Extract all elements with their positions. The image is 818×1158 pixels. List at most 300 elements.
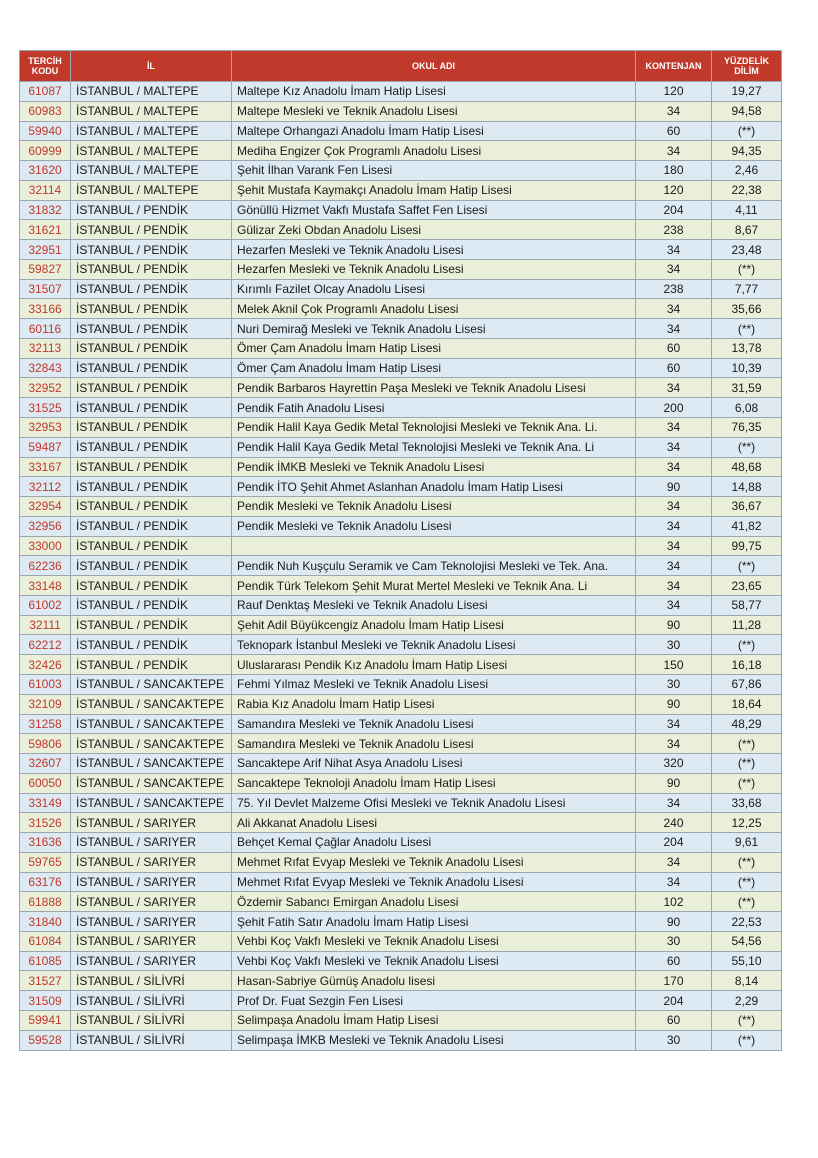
tercih-kodu-cell: 32953 (20, 418, 71, 438)
il-cell: İSTANBUL / PENDİK (71, 556, 232, 576)
il-cell: İSTANBUL / PENDİK (71, 338, 232, 358)
okul-adi-cell: Pendik Halil Kaya Gedik Metal Teknolojisi Mesleki ve Teknik Ana. Li. (232, 418, 636, 438)
tercih-kodu-cell: 32956 (20, 516, 71, 536)
tercih-kodu-cell: 59940 (20, 121, 71, 141)
il-cell: İSTANBUL / SİLİVRİ (71, 1030, 232, 1050)
tercih-kodu-cell: 32843 (20, 358, 71, 378)
okul-adi-cell: Rabia Kız Anadolu İmam Hatip Lisesi (232, 694, 636, 714)
kontenjan-cell: 238 (636, 220, 712, 240)
kontenjan-cell: 34 (636, 734, 712, 754)
kontenjan-cell: 102 (636, 892, 712, 912)
header-tercih-kodu (20, 51, 71, 82)
yuzdelik-cell: 18,64 (712, 694, 782, 714)
okul-adi-cell: Ömer Çam Anadolu İmam Hatip Lisesi (232, 338, 636, 358)
tercih-kodu-cell: 59806 (20, 734, 71, 754)
yuzdelik-cell: 12,25 (712, 813, 782, 833)
tercih-kodu-cell: 32951 (20, 240, 71, 260)
yuzdelik-cell: 11,28 (712, 615, 782, 635)
table-row (20, 852, 782, 872)
table-row (20, 82, 782, 102)
il-cell: İSTANBUL / PENDİK (71, 279, 232, 299)
kontenjan-cell: 34 (636, 457, 712, 477)
tercih-kodu-cell: 59487 (20, 437, 71, 457)
yuzdelik-cell: (**) (712, 556, 782, 576)
header-okul-adi: OKUL ADI (232, 51, 636, 82)
il-cell: İSTANBUL / SİLİVRİ (71, 971, 232, 991)
kontenjan-cell: 240 (636, 813, 712, 833)
tercih-kodu-cell: 33149 (20, 793, 71, 813)
yuzdelik-cell: 48,29 (712, 714, 782, 734)
il-cell: İSTANBUL / PENDİK (71, 457, 232, 477)
il-cell: İSTANBUL / PENDİK (71, 259, 232, 279)
table-row (20, 615, 782, 635)
yuzdelik-cell: 31,59 (712, 378, 782, 398)
yuzdelik-cell: 14,88 (712, 477, 782, 497)
kontenjan-cell: 238 (636, 279, 712, 299)
table-row (20, 161, 782, 181)
yuzdelik-cell: 58,77 (712, 595, 782, 615)
tercih-kodu-cell: 31258 (20, 714, 71, 734)
okul-adi-cell: Uluslararası Pendik Kız Anadolu İmam Hatip Lisesi (232, 655, 636, 675)
okul-adi-cell: Özdemir Sabancı Emirgan Anadolu Lisesi (232, 892, 636, 912)
table-row (20, 497, 782, 517)
il-cell: İSTANBUL / PENDİK (71, 477, 232, 497)
il-cell: İSTANBUL / PENDİK (71, 635, 232, 655)
okul-adi-cell: Melek Aknil Çok Programlı Anadolu Lisesi (232, 299, 636, 319)
tercih-kodu-cell: 62212 (20, 635, 71, 655)
table-row (20, 773, 782, 793)
table-header (20, 51, 782, 82)
table-row (20, 674, 782, 694)
il-cell: İSTANBUL / PENDİK (71, 595, 232, 615)
table-row (20, 971, 782, 991)
table-row (20, 319, 782, 339)
tercih-kodu-cell: 32113 (20, 338, 71, 358)
kontenjan-cell: 200 (636, 398, 712, 418)
yuzdelik-cell: 41,82 (712, 516, 782, 536)
yuzdelik-cell: 23,65 (712, 576, 782, 596)
tercih-kodu-cell: 60999 (20, 141, 71, 161)
tercih-kodu-cell: 33148 (20, 576, 71, 596)
yuzdelik-cell: (**) (712, 635, 782, 655)
yuzdelik-cell: 23,48 (712, 240, 782, 260)
kontenjan-cell: 204 (636, 200, 712, 220)
tercih-kodu-cell: 61084 (20, 931, 71, 951)
okul-adi-cell: Behçet Kemal Çağlar Anadolu Lisesi (232, 833, 636, 853)
il-cell: İSTANBUL / SİLİVRİ (71, 991, 232, 1011)
il-cell: İSTANBUL / PENDİK (71, 418, 232, 438)
okul-adi-cell: Pendik Nuh Kuşçulu Seramik ve Cam Teknolojisi Mesleki ve Tek. Ana. (232, 556, 636, 576)
header-code-line1: TERCİH (28, 56, 62, 66)
il-cell: İSTANBUL / SİLİVRİ (71, 1010, 232, 1030)
kontenjan-cell: 90 (636, 694, 712, 714)
okul-adi-cell: Kırımlı Fazilet Olcay Anadolu Lisesi (232, 279, 636, 299)
il-cell: İSTANBUL / SARIYER (71, 872, 232, 892)
kontenjan-cell: 170 (636, 971, 712, 991)
table-row (20, 793, 782, 813)
table-row (20, 951, 782, 971)
tercih-kodu-cell: 61003 (20, 674, 71, 694)
il-cell: İSTANBUL / PENDİK (71, 398, 232, 418)
tercih-kodu-cell: 31832 (20, 200, 71, 220)
kontenjan-cell: 34 (636, 418, 712, 438)
kontenjan-cell: 320 (636, 754, 712, 774)
kontenjan-cell: 34 (636, 576, 712, 596)
kontenjan-cell: 34 (636, 872, 712, 892)
yuzdelik-cell: 94,58 (712, 101, 782, 121)
il-cell: İSTANBUL / PENDİK (71, 615, 232, 635)
tercih-kodu-cell: 31525 (20, 398, 71, 418)
il-cell: İSTANBUL / SARIYER (71, 852, 232, 872)
kontenjan-cell: 30 (636, 931, 712, 951)
kontenjan-cell: 34 (636, 516, 712, 536)
yuzdelik-cell: 13,78 (712, 338, 782, 358)
kontenjan-cell: 90 (636, 615, 712, 635)
tercih-kodu-cell: 62236 (20, 556, 71, 576)
tercih-kodu-cell: 32607 (20, 754, 71, 774)
header-kontenjan: KONTENJAN (636, 51, 712, 82)
tercih-kodu-cell: 33167 (20, 457, 71, 477)
okul-adi-cell: Teknopark İstanbul Mesleki ve Teknik Anadolu Lisesi (232, 635, 636, 655)
table-row (20, 378, 782, 398)
il-cell: İSTANBUL / PENDİK (71, 497, 232, 517)
table-row (20, 259, 782, 279)
okul-adi-cell: Hezarfen Mesleki ve Teknik Anadolu Lisesi (232, 259, 636, 279)
kontenjan-cell: 60 (636, 121, 712, 141)
kontenjan-cell: 30 (636, 1030, 712, 1050)
okul-adi-cell: Mediha Engizer Çok Programlı Anadolu Lisesi (232, 141, 636, 161)
yuzdelik-cell: 94,35 (712, 141, 782, 161)
il-cell: İSTANBUL / SARIYER (71, 931, 232, 951)
yuzdelik-cell: 7,77 (712, 279, 782, 299)
tercih-kodu-cell: 59941 (20, 1010, 71, 1030)
tercih-kodu-cell: 33000 (20, 536, 71, 556)
yuzdelik-cell: (**) (712, 319, 782, 339)
kontenjan-cell: 90 (636, 912, 712, 932)
table-row (20, 714, 782, 734)
okul-adi-cell: Gülizar Zeki Obdan Anadolu Lisesi (232, 220, 636, 240)
yuzdelik-cell: 16,18 (712, 655, 782, 675)
table-row (20, 912, 782, 932)
okul-adi-cell: Vehbi Koç Vakfı Mesleki ve Teknik Anadolu Lisesi (232, 951, 636, 971)
tercih-kodu-cell: 31840 (20, 912, 71, 932)
tercih-kodu-cell: 32111 (20, 615, 71, 635)
school-table (19, 50, 782, 1051)
yuzdelik-cell: 2,46 (712, 161, 782, 181)
okul-adi-cell: Mehmet Rıfat Evyap Mesleki ve Teknik Anadolu Lisesi (232, 872, 636, 892)
tercih-kodu-cell: 32112 (20, 477, 71, 497)
yuzdelik-cell: 54,56 (712, 931, 782, 951)
il-cell: İSTANBUL / PENDİK (71, 378, 232, 398)
yuzdelik-cell: (**) (712, 1010, 782, 1030)
table-row (20, 655, 782, 675)
okul-adi-cell: Selimpaşa Anadolu İmam Hatip Lisesi (232, 1010, 636, 1030)
tercih-kodu-cell: 61085 (20, 951, 71, 971)
tercih-kodu-cell: 32954 (20, 497, 71, 517)
okul-adi-cell: Şehit Fatih Satır Anadolu İmam Hatip Lisesi (232, 912, 636, 932)
tercih-kodu-cell: 60983 (20, 101, 71, 121)
yuzdelik-cell: 4,11 (712, 200, 782, 220)
yuzdelik-cell: (**) (712, 734, 782, 754)
table-row (20, 398, 782, 418)
yuzdelik-cell: 6,08 (712, 398, 782, 418)
kontenjan-cell: 34 (636, 141, 712, 161)
okul-adi-cell: Selimpaşa İMKB Mesleki ve Teknik Anadolu Lisesi (232, 1030, 636, 1050)
il-cell: İSTANBUL / SANCAKTEPE (71, 674, 232, 694)
kontenjan-cell: 34 (636, 259, 712, 279)
il-cell: İSTANBUL / SANCAKTEPE (71, 734, 232, 754)
tercih-kodu-cell: 61087 (20, 82, 71, 102)
kontenjan-cell: 34 (636, 852, 712, 872)
il-cell: İSTANBUL / MALTEPE (71, 141, 232, 161)
yuzdelik-cell: (**) (712, 259, 782, 279)
kontenjan-cell: 34 (636, 536, 712, 556)
yuzdelik-cell: 33,68 (712, 793, 782, 813)
tercih-kodu-cell: 31526 (20, 813, 71, 833)
kontenjan-cell: 34 (636, 793, 712, 813)
table-row (20, 1010, 782, 1030)
kontenjan-cell: 34 (636, 497, 712, 517)
table-row (20, 101, 782, 121)
il-cell: İSTANBUL / SANCAKTEPE (71, 793, 232, 813)
table-row (20, 220, 782, 240)
il-cell: İSTANBUL / MALTEPE (71, 121, 232, 141)
okul-adi-cell: 75. Yıl Devlet Malzeme Ofisi Mesleki ve Teknik Anadolu Lisesi (232, 793, 636, 813)
yuzdelik-cell: 67,86 (712, 674, 782, 694)
yuzdelik-cell: (**) (712, 892, 782, 912)
yuzdelik-cell: (**) (712, 437, 782, 457)
okul-adi-cell: Hasan-Sabriye Gümüş Anadolu lisesi (232, 971, 636, 991)
kontenjan-cell: 34 (636, 299, 712, 319)
il-cell: İSTANBUL / SARIYER (71, 892, 232, 912)
table-row (20, 299, 782, 319)
tercih-kodu-cell: 60050 (20, 773, 71, 793)
kontenjan-cell: 30 (636, 635, 712, 655)
yuzdelik-cell: 19,27 (712, 82, 782, 102)
tercih-kodu-cell: 31636 (20, 833, 71, 853)
okul-adi-cell: Maltepe Kız Anadolu İmam Hatip Lisesi (232, 82, 636, 102)
okul-adi-cell: Ali Akkanat Anadolu Lisesi (232, 813, 636, 833)
table-row (20, 931, 782, 951)
il-cell: İSTANBUL / SARIYER (71, 912, 232, 932)
okul-adi-cell: Sancaktepe Teknoloji Anadolu İmam Hatip Lisesi (232, 773, 636, 793)
yuzdelik-cell: 10,39 (712, 358, 782, 378)
il-cell: İSTANBUL / PENDİK (71, 299, 232, 319)
okul-adi-cell: Pendik Fatih Anadolu Lisesi (232, 398, 636, 418)
okul-adi-cell: Mehmet Rıfat Evyap Mesleki ve Teknik Anadolu Lisesi (232, 852, 636, 872)
table-row (20, 418, 782, 438)
yuzdelik-cell: 76,35 (712, 418, 782, 438)
table-row (20, 833, 782, 853)
okul-adi-cell: Samandıra Mesleki ve Teknik Anadolu Lisesi (232, 734, 636, 754)
yuzdelik-cell: 99,75 (712, 536, 782, 556)
kontenjan-cell: 34 (636, 378, 712, 398)
kontenjan-cell: 34 (636, 714, 712, 734)
tercih-kodu-cell: 33166 (20, 299, 71, 319)
table-row (20, 754, 782, 774)
il-cell: İSTANBUL / SANCAKTEPE (71, 714, 232, 734)
table-row (20, 141, 782, 161)
tercih-kodu-cell: 32109 (20, 694, 71, 714)
kontenjan-cell: 60 (636, 338, 712, 358)
tercih-kodu-cell: 61002 (20, 595, 71, 615)
okul-adi-cell: Sancaktepe Arif Nihat Asya Anadolu Lisesi (232, 754, 636, 774)
tercih-kodu-cell: 32426 (20, 655, 71, 675)
okul-adi-cell: Pendik İTO Şehit Ahmet Aslanhan Anadolu İmam Hatip Lisesi (232, 477, 636, 497)
okul-adi-cell: Pendik İMKB Mesleki ve Teknik Anadolu Lisesi (232, 457, 636, 477)
table-row (20, 279, 782, 299)
kontenjan-cell: 34 (636, 319, 712, 339)
tercih-kodu-cell: 63176 (20, 872, 71, 892)
okul-adi-cell: Fehmi Yılmaz Mesleki ve Teknik Anadolu Lisesi (232, 674, 636, 694)
tercih-kodu-cell: 59528 (20, 1030, 71, 1050)
il-cell: İSTANBUL / PENDİK (71, 576, 232, 596)
table-row (20, 437, 782, 457)
yuzdelik-cell: 48,68 (712, 457, 782, 477)
tercih-kodu-cell: 59765 (20, 852, 71, 872)
yuzdelik-cell: 55,10 (712, 951, 782, 971)
kontenjan-cell: 90 (636, 773, 712, 793)
okul-adi-cell: Pendik Türk Telekom Şehit Murat Mertel Mesleki ve Teknik Ana. Li (232, 576, 636, 596)
il-cell: İSTANBUL / PENDİK (71, 200, 232, 220)
il-cell: İSTANBUL / SANCAKTEPE (71, 754, 232, 774)
table-row (20, 813, 782, 833)
table-row (20, 516, 782, 536)
kontenjan-cell: 60 (636, 1010, 712, 1030)
okul-adi-cell: Pendik Barbaros Hayrettin Paşa Mesleki ve Teknik Anadolu Lisesi (232, 378, 636, 398)
okul-adi-cell: Samandıra Mesleki ve Teknik Anadolu Lisesi (232, 714, 636, 734)
table-row (20, 457, 782, 477)
table-row (20, 240, 782, 260)
table-row (20, 556, 782, 576)
okul-adi-cell: Nuri Demirağ Mesleki ve Teknik Anadolu Lisesi (232, 319, 636, 339)
il-cell: İSTANBUL / MALTEPE (71, 101, 232, 121)
kontenjan-cell: 34 (636, 556, 712, 576)
il-cell: İSTANBUL / MALTEPE (71, 161, 232, 181)
table-row (20, 734, 782, 754)
il-cell: İSTANBUL / SARIYER (71, 813, 232, 833)
table-row (20, 338, 782, 358)
yuzdelik-cell: (**) (712, 754, 782, 774)
tercih-kodu-cell: 31620 (20, 161, 71, 181)
tercih-kodu-cell: 31527 (20, 971, 71, 991)
kontenjan-cell: 34 (636, 437, 712, 457)
kontenjan-cell: 60 (636, 358, 712, 378)
il-cell: İSTANBUL / PENDİK (71, 358, 232, 378)
table-row (20, 1030, 782, 1050)
okul-adi-cell: Hezarfen Mesleki ve Teknik Anadolu Lisesi (232, 240, 636, 260)
okul-adi-cell: Pendik Mesleki ve Teknik Anadolu Lisesi (232, 497, 636, 517)
okul-adi-cell: Prof Dr. Fuat Sezgin Fen Lisesi (232, 991, 636, 1011)
okul-adi-cell: Şehit Adil Büyükcengiz Anadolu İmam Hatip Lisesi (232, 615, 636, 635)
okul-adi-cell: Pendik Mesleki ve Teknik Anadolu Lisesi (232, 516, 636, 536)
kontenjan-cell: 34 (636, 240, 712, 260)
tercih-kodu-cell: 60116 (20, 319, 71, 339)
yuzdelik-cell: (**) (712, 1030, 782, 1050)
kontenjan-cell: 150 (636, 655, 712, 675)
table-row (20, 872, 782, 892)
okul-adi-cell: Pendik Halil Kaya Gedik Metal Teknolojisi Mesleki ve Teknik Ana. Li (232, 437, 636, 457)
il-cell: İSTANBUL / PENDİK (71, 655, 232, 675)
header-yuzdelik-dilim (712, 51, 782, 82)
table-row (20, 991, 782, 1011)
table-row (20, 121, 782, 141)
okul-adi-cell: Gönüllü Hizmet Vakfı Mustafa Saffet Fen Lisesi (232, 200, 636, 220)
il-cell: İSTANBUL / PENDİK (71, 240, 232, 260)
il-cell: İSTANBUL / PENDİK (71, 220, 232, 240)
yuzdelik-cell: 9,61 (712, 833, 782, 853)
table-row (20, 892, 782, 912)
kontenjan-cell: 204 (636, 991, 712, 1011)
il-cell: İSTANBUL / SARIYER (71, 833, 232, 853)
kontenjan-cell: 34 (636, 101, 712, 121)
kontenjan-cell: 204 (636, 833, 712, 853)
okul-adi-cell: Rauf Denktaş Mesleki ve Teknik Anadolu Lisesi (232, 595, 636, 615)
tercih-kodu-cell: 31509 (20, 991, 71, 1011)
table-row (20, 635, 782, 655)
table-row (20, 358, 782, 378)
yuzdelik-cell: (**) (712, 121, 782, 141)
tercih-kodu-cell: 32114 (20, 180, 71, 200)
il-cell: İSTANBUL / PENDİK (71, 437, 232, 457)
il-cell: İSTANBUL / PENDİK (71, 319, 232, 339)
header-yuzdelik-line1: YÜZDELİK (724, 56, 769, 66)
table-row (20, 576, 782, 596)
okul-adi-cell: Vehbi Koç Vakfı Mesleki ve Teknik Anadolu Lisesi (232, 931, 636, 951)
kontenjan-cell: 60 (636, 951, 712, 971)
yuzdelik-cell: 36,67 (712, 497, 782, 517)
table-body (20, 82, 782, 1051)
okul-adi-cell: Maltepe Mesleki ve Teknik Anadolu Lisesi (232, 101, 636, 121)
tercih-kodu-cell: 61888 (20, 892, 71, 912)
yuzdelik-cell: 8,14 (712, 971, 782, 991)
il-cell: İSTANBUL / MALTEPE (71, 180, 232, 200)
kontenjan-cell: 30 (636, 674, 712, 694)
kontenjan-cell: 34 (636, 595, 712, 615)
yuzdelik-cell: (**) (712, 773, 782, 793)
il-cell: İSTANBUL / SANCAKTEPE (71, 694, 232, 714)
yuzdelik-cell: 8,67 (712, 220, 782, 240)
yuzdelik-cell: 22,38 (712, 180, 782, 200)
yuzdelik-cell: 22,53 (712, 912, 782, 932)
tercih-kodu-cell: 31621 (20, 220, 71, 240)
okul-adi-cell (232, 536, 636, 556)
okul-adi-cell: Şehit İlhan Varank Fen Lisesi (232, 161, 636, 181)
header-code-line2: KODU (31, 66, 59, 76)
yuzdelik-cell: 35,66 (712, 299, 782, 319)
il-cell: İSTANBUL / PENDİK (71, 516, 232, 536)
yuzdelik-cell: (**) (712, 872, 782, 892)
okul-adi-cell: Şehit Mustafa Kaymakçı Anadolu İmam Hatip Lisesi (232, 180, 636, 200)
yuzdelik-cell: (**) (712, 852, 782, 872)
header-il: İL (71, 51, 232, 82)
kontenjan-cell: 120 (636, 82, 712, 102)
header-yuzdelik-line2: DİLİM (734, 66, 759, 76)
table-row (20, 536, 782, 556)
okul-adi-cell: Ömer Çam Anadolu İmam Hatip Lisesi (232, 358, 636, 378)
kontenjan-cell: 180 (636, 161, 712, 181)
header-row (20, 51, 782, 82)
table-row (20, 477, 782, 497)
okul-adi-cell: Maltepe Orhangazi Anadolu İmam Hatip Lisesi (232, 121, 636, 141)
table-row (20, 200, 782, 220)
table-row (20, 694, 782, 714)
kontenjan-cell: 90 (636, 477, 712, 497)
il-cell: İSTANBUL / SARIYER (71, 951, 232, 971)
tercih-kodu-cell: 32952 (20, 378, 71, 398)
tercih-kodu-cell: 59827 (20, 259, 71, 279)
table-row (20, 595, 782, 615)
